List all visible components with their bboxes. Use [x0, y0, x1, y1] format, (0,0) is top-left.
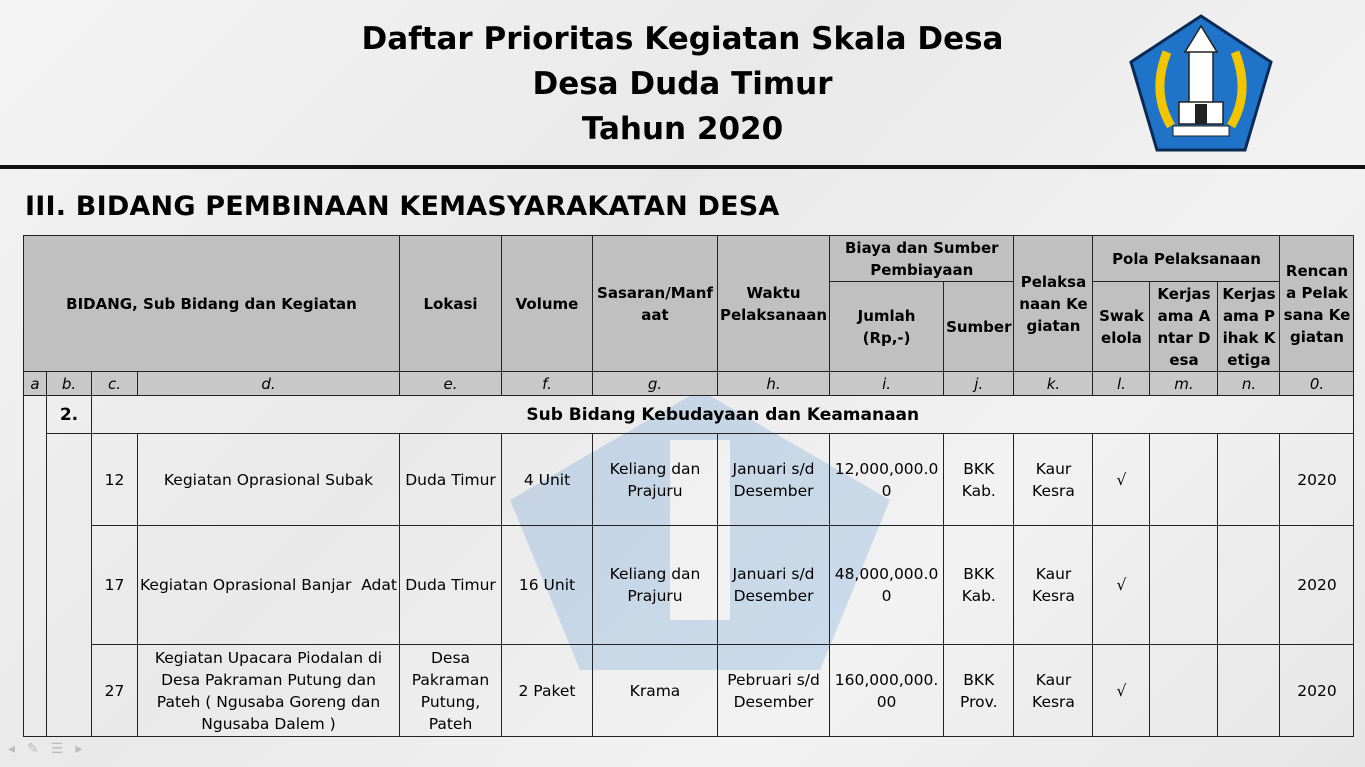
row-pelaksana: Kaur Kesra — [1014, 434, 1093, 526]
row-lokasi: Duda Timur — [400, 526, 502, 645]
letter-l: l. — [1093, 372, 1150, 396]
letter-h: h. — [718, 372, 830, 396]
header-lokasi: Lokasi — [400, 236, 502, 372]
row-no: 17 — [92, 526, 138, 645]
letter-f: f. — [502, 372, 593, 396]
letter-e: e. — [400, 372, 502, 396]
header-jumlah: Jumlah (Rp,-) — [830, 282, 944, 372]
section-title: III. BIDANG PEMBINAAN KEMASYARAKATAN DESA — [25, 191, 780, 222]
letter-g: g. — [593, 372, 718, 396]
row-sumber: BKK Kab. — [944, 434, 1014, 526]
prev-slide-icon[interactable]: ◂ — [8, 740, 28, 756]
row-pihak-ketiga — [1218, 434, 1280, 526]
header-divider — [0, 165, 1365, 169]
header-pihak-ketiga: Kerjasama Pihak Ketiga — [1218, 282, 1280, 372]
header-volume: Volume — [502, 236, 593, 372]
header-bidang: BIDANG, Sub Bidang dan Kegiatan — [24, 236, 400, 372]
priority-activities-table — [23, 235, 1354, 737]
row-pihak-ketiga — [1218, 645, 1280, 737]
table-row — [24, 645, 1354, 737]
row-no: 27 — [92, 645, 138, 737]
row-sasaran: Keliang dan Prajuru — [593, 526, 718, 645]
letter-c: c. — [92, 372, 138, 396]
header-swakelola: Swakelola — [1093, 282, 1150, 372]
row-rencana: 2020 — [1280, 434, 1354, 526]
menu-icon[interactable]: ☰ — [50, 740, 76, 756]
row-jumlah: 48,000,000.00 — [830, 526, 944, 645]
row-rencana: 2020 — [1280, 645, 1354, 737]
row-kegiatan: Kegiatan Oprasional Subak — [138, 434, 400, 526]
letter-n: n. — [1218, 372, 1280, 396]
row-volume: 2 Paket — [502, 645, 593, 737]
page-title-line-1: Daftar Prioritas Kegiatan Skala Desa — [361, 21, 1004, 57]
letter-m: m. — [1150, 372, 1218, 396]
row-antar-desa — [1150, 645, 1218, 737]
header-biaya: Biaya dan Sumber Pembiayaan — [830, 236, 1014, 282]
row-pelaksana: Kaur Kesra — [1014, 645, 1093, 737]
row-swakelola: √ — [1093, 645, 1150, 737]
row-antar-desa — [1150, 434, 1218, 526]
slide-header — [0, 0, 1365, 166]
page-title-line-3: Tahun 2020 — [581, 111, 784, 147]
row-sumber: BKK Prov. — [944, 645, 1014, 737]
letter-j: j. — [944, 372, 1014, 396]
row-waktu: Januari s/d Desember — [718, 434, 830, 526]
letter-i: i. — [830, 372, 944, 396]
letter-o: 0. — [1280, 372, 1354, 396]
slide-nav-controls[interactable] — [8, 740, 94, 757]
row-kegiatan: Kegiatan Oprasional Banjar Adat — [138, 526, 400, 645]
row-pihak-ketiga — [1218, 526, 1280, 645]
header-pelaksana: Pelaksanaan Kegiatan — [1014, 236, 1093, 372]
sub-bidang-spacer-cell — [47, 434, 92, 737]
page-title-line-2: Desa Duda Timur — [532, 66, 833, 102]
row-jumlah: 12,000,000.00 — [830, 434, 944, 526]
row-lokasi: Duda Timur — [400, 434, 502, 526]
letter-a: a — [24, 372, 47, 396]
row-volume: 16 Unit — [502, 526, 593, 645]
header-sasaran: Sasaran/Manfaat — [593, 236, 718, 372]
row-sumber: BKK Kab. — [944, 526, 1014, 645]
row-waktu: Pebruari s/d Desember — [718, 645, 830, 737]
row-kegiatan: Kegiatan Upacara Piodalan di Desa Pakraman Putung dan Pateh ( Ngusaba Goreng dan Ngusaba Dalem ) — [138, 645, 400, 737]
row-antar-desa — [1150, 526, 1218, 645]
row-lokasi: Desa Pakraman Putung, Pateh — [400, 645, 502, 737]
row-volume: 4 Unit — [502, 434, 593, 526]
pen-icon[interactable]: ✎ — [27, 740, 51, 756]
letter-k: k. — [1014, 372, 1093, 396]
row-waktu: Januari s/d Desember — [718, 526, 830, 645]
row-sasaran: Keliang dan Prajuru — [593, 434, 718, 526]
row-swakelola: √ — [1093, 434, 1150, 526]
row-swakelola: √ — [1093, 526, 1150, 645]
row-rencana: 2020 — [1280, 526, 1354, 645]
row-sasaran: Krama — [593, 645, 718, 737]
regency-emblem-icon — [1127, 12, 1275, 154]
table-row — [24, 526, 1354, 645]
row-jumlah: 160,000,000.00 — [830, 645, 944, 737]
header-waktu: Waktu Pelaksanaan — [718, 236, 830, 372]
next-slide-icon[interactable]: ▸ — [75, 740, 95, 756]
header-pola: Pola Pelaksanaan — [1093, 236, 1280, 282]
sub-bidang-number: 2. — [47, 396, 92, 434]
letter-b: b. — [47, 372, 92, 396]
table-row — [24, 434, 1354, 526]
row-no: 12 — [92, 434, 138, 526]
header-antar-desa: Kerjasama Antar Desa — [1150, 282, 1218, 372]
header-rencana: Rencana Pelaksana Kegiatan — [1280, 236, 1354, 372]
bidang-spacer-cell — [24, 396, 47, 737]
row-pelaksana: Kaur Kesra — [1014, 526, 1093, 645]
header-sumber: Sumber — [944, 282, 1014, 372]
sub-bidang-name: Sub Bidang Kebudayaan dan Keamanaan — [92, 396, 1354, 434]
letter-d: d. — [138, 372, 400, 396]
